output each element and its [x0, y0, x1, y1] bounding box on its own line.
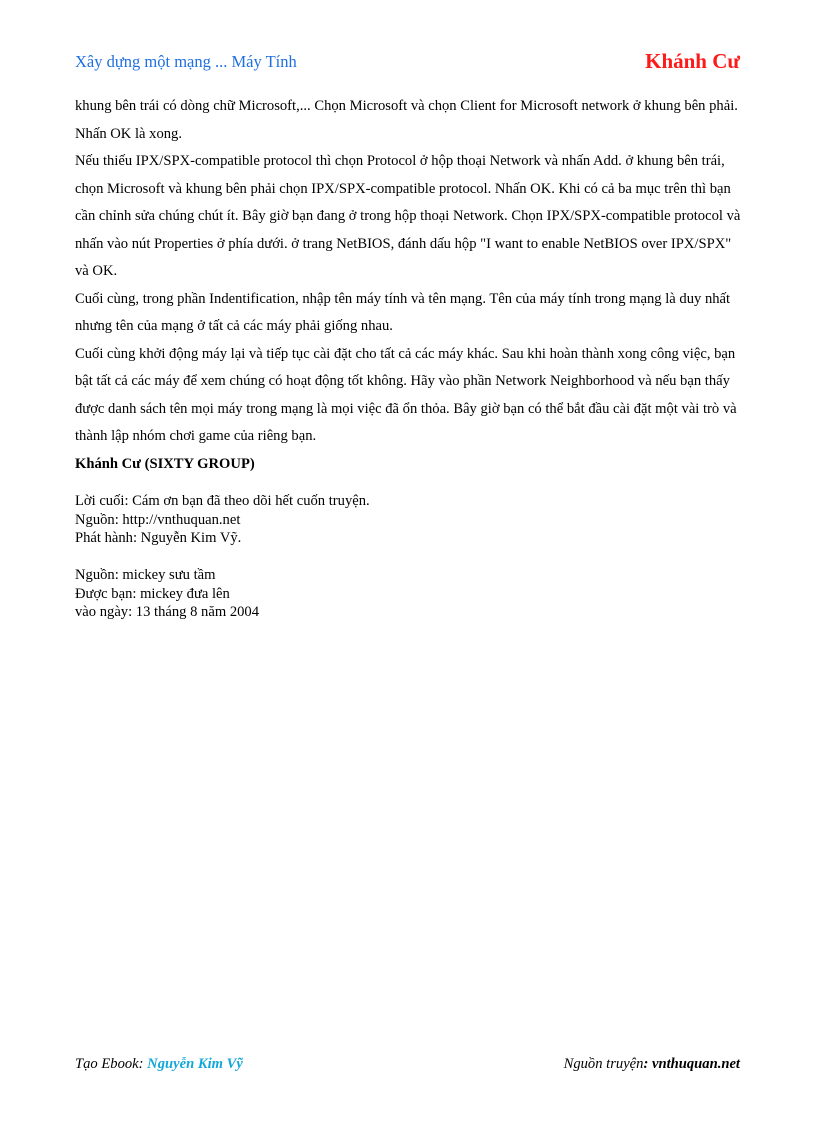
document-body: [75, 93, 743, 622]
source-line: Nguồn: http://vnthuquan.net: [75, 511, 241, 528]
footer-ebook-name: Nguyễn Kim Vỹ: [147, 1056, 243, 1072]
date-line: vào ngày: 13 tháng 8 năm 2004: [75, 604, 260, 620]
header-title: Xây dựng một mạng ... Máy Tính: [75, 52, 297, 71]
paragraph: Nếu thiếu IPX/SPX-compatible protocol thì chọn Protocol ở hộp thoại Network và nhấn Add. ở khung bên trái, chọn Microsoft và khung bên phải chọn IPX/SPX-compatible protocol. Nhấn OK. Khi có cả ba mục trên thì bạn cần chỉnh sửa chúng chút ít. Bây giờ bạn đang ở trong hộp thoại Network. Chọn IPX/SPX-compatible protocol và nhấn vào nút Properties ở phía dưới. ở trang NetBIOS, đánh dấu hộp "I want to enable NetBIOS over IPX/SPX" và OK.: [75, 153, 741, 279]
footer-ebook-credit: [75, 1056, 243, 1073]
footer-ebook-label: Tạo Ebook: [75, 1056, 139, 1072]
footer-source-site: vnthuquan.net: [651, 1056, 740, 1072]
footer-ebook-sep: :: [138, 1056, 148, 1072]
paragraph: Cuối cùng, trong phần Indentification, nhập tên máy tính và tên mạng. Tên của máy tính trong mạng là duy nhất nhưng tên của mạng ở tất cả các máy phải giống nhau.: [75, 290, 731, 334]
closing-notes: [75, 492, 743, 622]
collected-by-line: Nguồn: mickey sưu tầm: [75, 567, 216, 583]
footer-source-label: Nguồn truyện: [563, 1056, 644, 1072]
signature: Khánh Cư (SIXTY GROUP): [75, 455, 255, 472]
header-author: Khánh Cư: [645, 49, 740, 73]
spacer: [75, 548, 743, 567]
paragraph: Cuối cùng khởi động máy lại và tiếp tục cài đặt cho tất cả các máy khác. Sau khi hoàn thành xong công việc, bạn bật tất cả các máy để xem chúng có hoạt động tốt không. Hãy vào phần Network Neighborhood và nếu bạn thấy được danh sách tên mọi máy trong mạng là mọi việc đã ổn thỏa. Bây giờ bạn có thể bắt đầu cài đặt một vài trò và thành lập nhóm chơi game của riêng bạn.: [75, 345, 737, 444]
paragraph: khung bên trái có dòng chữ Microsoft,... Chọn Microsoft và chọn Client for Microsoft network ở khung bên phải. Nhấn OK là xong.: [75, 98, 738, 142]
footer-source-sep: :: [643, 1056, 652, 1072]
closing-line: Lời cuối: Cám ơn bạn đã theo dõi hết cuốn truyện.: [75, 493, 370, 509]
publisher-line: Phát hành: Nguyễn Kim Vỹ.: [75, 530, 242, 546]
uploaded-by-line: Được bạn: mickey đưa lên: [75, 585, 230, 602]
footer-source-credit: [564, 1056, 740, 1073]
